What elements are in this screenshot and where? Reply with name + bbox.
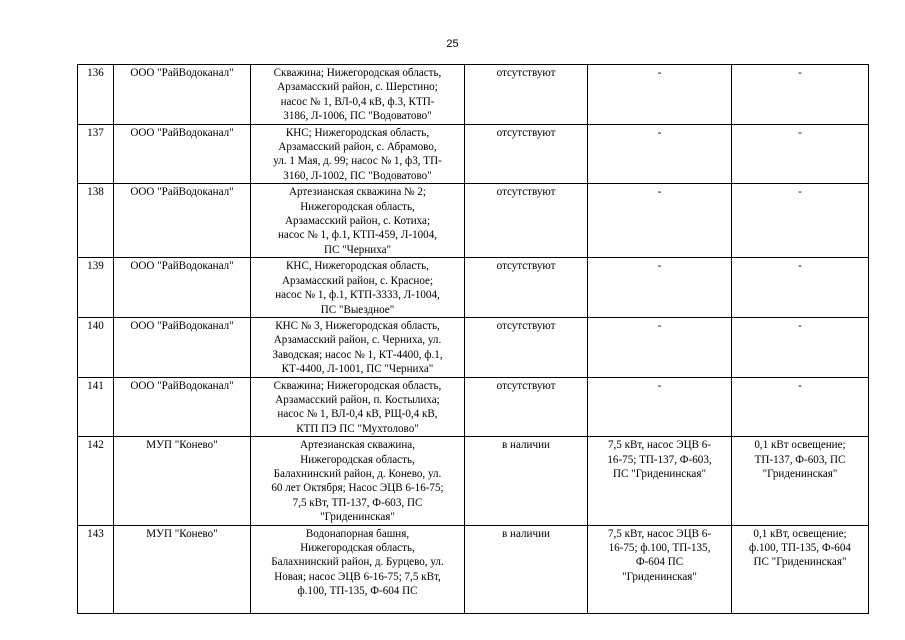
- object-description-cell: [251, 184, 465, 258]
- row-number-cell: 143: [78, 525, 114, 613]
- table-row: [78, 184, 869, 258]
- status-cell: отсутствуют: [465, 377, 588, 437]
- equipment-cell-line: -: [657, 186, 662, 199]
- table-row: [78, 124, 869, 184]
- organization-cell: ООО "РайВодоканал": [114, 258, 251, 318]
- object-description-cell-line: насос № 1, ВЛ-0,4 кВ, ф.3, КТП-: [280, 95, 435, 108]
- equipment-cell: [588, 525, 732, 613]
- lighting-cell-line: ТП-137, Ф-603, ПС: [754, 453, 846, 466]
- object-description-cell-line: 60 лет Октября; Насос ЭЦВ 6-16-75;: [271, 482, 444, 495]
- lighting-cell-line: -: [798, 260, 802, 273]
- lighting-cell-line: -: [798, 379, 802, 392]
- object-description-cell: [251, 258, 465, 318]
- object-description-cell-line: Артезианская скважина,: [299, 439, 415, 452]
- object-description-cell-line: КНС № 3, Нижегородская область,: [275, 319, 440, 332]
- equipment-cell: [588, 317, 732, 377]
- organization-cell: МУП "Конево": [114, 437, 251, 525]
- object-description-cell-line: ул. 1 Мая, д. 99; насос № 1, ф3, ТП-: [273, 155, 442, 168]
- organization-cell: ООО "РайВодоканал": [114, 124, 251, 184]
- object-description-cell-line: Артезианская скважина № 2;: [289, 186, 426, 199]
- equipment-cell: [588, 258, 732, 318]
- equipment-cell-line: 7,5 кВт, насос ЭЦВ 6-: [607, 439, 712, 452]
- object-description-cell-line: насос № 1, ВЛ-0,4 кВ, РЩ-0,4 кВ,: [277, 408, 438, 421]
- object-description-cell-line: Заводская; насос № 1, КТ-4400, ф.1,: [272, 348, 443, 361]
- object-description-cell-line: Арзамасский район, с. Красное;: [281, 274, 434, 287]
- object-description-cell-line: ПС "Черниха": [323, 243, 392, 256]
- object-description-cell-line: Арзамасский район, с. Черниха, ул.: [273, 334, 442, 347]
- document-table: [77, 64, 869, 614]
- table-row: [78, 65, 869, 125]
- lighting-cell: [732, 65, 869, 125]
- lighting-cell-line: -: [798, 126, 802, 139]
- lighting-cell: [732, 525, 869, 613]
- lighting-cell: [732, 184, 869, 258]
- equipment-cell: [588, 184, 732, 258]
- organization-cell: ООО "РайВодоканал": [114, 317, 251, 377]
- object-description-cell-line: КТП ПЭ ПС "Мухтолово": [296, 422, 419, 435]
- lighting-cell-line: ф.100, ТП-135, Ф-604: [749, 542, 851, 554]
- object-description-cell-line: Скважина; Нижегородская область,: [273, 379, 442, 392]
- equipment-cell: [588, 437, 732, 525]
- row-number-cell: 142: [78, 437, 114, 525]
- object-description-cell-line: Водонапорная башня,: [305, 527, 410, 540]
- row-number-cell: 141: [78, 377, 114, 437]
- object-description-cell-line: Арзамасский район, с. Шерстино;: [277, 81, 438, 94]
- object-description-cell-line: насос № 1, ф.1, КТП-3333, Л-1004,: [275, 289, 440, 302]
- lighting-cell-line: -: [798, 67, 802, 79]
- lighting-cell: [732, 124, 869, 184]
- status-cell: отсутствуют: [465, 317, 588, 377]
- status-cell: отсутствуют: [465, 65, 588, 125]
- object-description-cell-line: КТ-4400, Л-1001, ПС "Черниха": [281, 363, 434, 376]
- object-description-cell-line: 3160, Л-1002, ПС "Водоватово": [283, 169, 432, 182]
- lighting-cell-line: -: [798, 319, 802, 332]
- object-description-cell: [251, 124, 465, 184]
- organization-cell: ООО "РайВодоканал": [114, 377, 251, 437]
- status-cell: отсутствуют: [465, 184, 588, 258]
- status-cell: отсутствуют: [465, 124, 588, 184]
- row-number-cell: 137: [78, 124, 114, 184]
- equipment-cell-line: Ф-604 ПС: [635, 556, 684, 569]
- object-description-cell-line: 7,5 кВт, ТП-137, Ф-603, ПС: [292, 496, 423, 509]
- object-description-cell-line: Арзамасский район, с. Абрамово,: [278, 141, 437, 154]
- object-description-cell: [251, 317, 465, 377]
- object-description-cell-line: ф.100, ТП-135, Ф-604 ПС: [297, 585, 418, 598]
- object-description-cell: [251, 65, 465, 125]
- lighting-cell-line: "Гриденинская": [762, 467, 838, 480]
- row-number-cell: 140: [78, 317, 114, 377]
- object-description-cell-line: Балахнинский район, д. Конево, ул.: [273, 467, 442, 480]
- lighting-cell: [732, 317, 869, 377]
- equipment-cell-line: -: [657, 67, 662, 79]
- object-description-cell-line: Арзамасский район, с. Котиха;: [284, 215, 431, 228]
- row-number-cell: 138: [78, 184, 114, 258]
- object-description-cell-line: ПС "Выездное": [320, 303, 395, 316]
- equipment-cell-line: 16-75; ф.100, ТП-135,: [608, 542, 711, 554]
- lighting-cell-line: ПС "Гриденинская": [753, 556, 847, 569]
- status-cell: в наличии: [465, 437, 588, 525]
- lighting-cell: [732, 437, 869, 525]
- status-cell: отсутствуют: [465, 258, 588, 318]
- object-description-cell-line: Нижегородская область,: [300, 453, 415, 466]
- object-description-cell-line: КНС, Нижегородская область,: [286, 260, 429, 273]
- table-row: [78, 377, 869, 437]
- equipment-cell-line: ПС "Гриденинская": [613, 467, 706, 480]
- equipment-cell-line: -: [657, 260, 662, 273]
- object-description-cell-line: насос № 1, ф.1, КТП-459, Л-1004,: [277, 229, 438, 242]
- equipment-cell: [588, 377, 732, 437]
- object-description-cell-line: "Гриденинская": [320, 511, 395, 524]
- table-row: [78, 437, 869, 525]
- object-description-cell-line: Нижегородская область,: [300, 542, 415, 554]
- object-description-cell-line: 3186, Л-1006, ПС "Водоватово": [283, 110, 432, 123]
- object-description-cell-line: КНС; Нижегородская область,: [285, 126, 430, 139]
- object-description-cell-line: Новая; насос ЭЦВ 6-16-75; 7,5 кВт,: [274, 570, 441, 583]
- equipment-cell-line: 7,5 кВт, насос ЭЦВ 6-: [607, 527, 712, 540]
- equipment-cell: [588, 124, 732, 184]
- table-row: [78, 258, 869, 318]
- row-number-cell: 139: [78, 258, 114, 318]
- equipment-cell-line: -: [657, 126, 662, 139]
- table-row: [78, 317, 869, 377]
- lighting-cell-line: -: [798, 186, 802, 199]
- lighting-cell-line: 0,1 кВт, освещение;: [753, 527, 847, 540]
- table-row: [78, 525, 869, 613]
- object-description-cell-line: Нижегородская область,: [300, 200, 415, 213]
- organization-cell: МУП "Конево": [114, 525, 251, 613]
- status-cell: в наличии: [465, 525, 588, 613]
- organization-cell: ООО "РайВодоканал": [114, 184, 251, 258]
- table-body: [78, 65, 869, 614]
- lighting-cell: [732, 377, 869, 437]
- page-number: 25: [446, 38, 459, 50]
- object-description-cell-line: Скважина; Нижегородская область,: [273, 67, 442, 79]
- lighting-cell-line: 0,1 кВт освещение;: [754, 439, 846, 452]
- object-description-cell: [251, 525, 465, 613]
- lighting-cell: [732, 258, 869, 318]
- object-description-cell-line: Арзамасский район, п. Костылиха;: [275, 393, 440, 406]
- equipment-cell-line: -: [657, 319, 662, 332]
- equipment-cell-line: 16-75; ТП-137, Ф-603,: [607, 453, 712, 466]
- object-description-cell: [251, 377, 465, 437]
- object-description-cell-line: Балахнинский район, д. Бурцево, ул.: [271, 556, 444, 569]
- equipment-cell-line: "Гриденинская": [622, 570, 697, 583]
- equipment-cell: [588, 65, 732, 125]
- equipment-cell-line: -: [657, 379, 662, 392]
- object-description-cell: [251, 437, 465, 525]
- organization-cell: ООО "РайВодоканал": [114, 65, 251, 125]
- row-number-cell: 136: [78, 65, 114, 125]
